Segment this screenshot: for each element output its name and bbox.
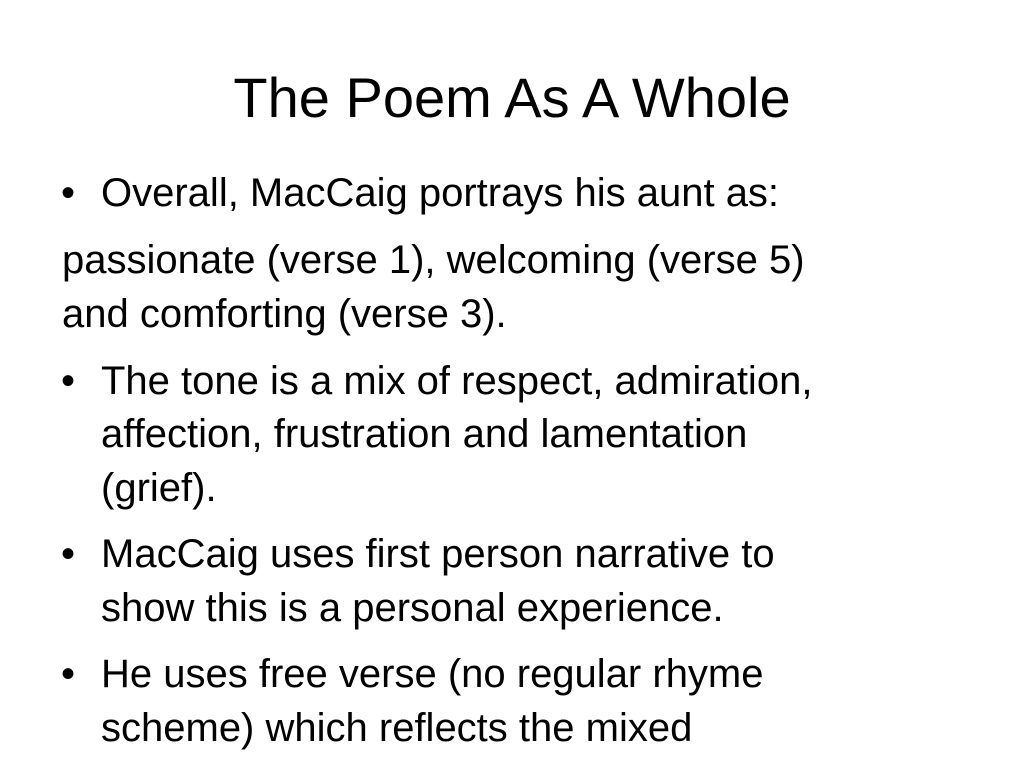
bullet-marker: • xyxy=(61,171,76,215)
bullet-marker: • xyxy=(61,652,76,696)
bullet-text-line: (grief). xyxy=(101,466,217,510)
bullet-text-line: scheme) which reflects the mixed xyxy=(101,706,693,750)
bullet-text-line: He uses free verse (no regular rhyme xyxy=(101,652,764,696)
bullet-text-line: affection, frustration and lamentation xyxy=(101,412,748,456)
bullet-text-line: The tone is a mix of respect, admiration, xyxy=(101,359,813,403)
bullet-text-line: show this is a personal experience. xyxy=(101,586,724,630)
bullet-marker: • xyxy=(61,359,76,403)
paragraph-text-line: and comforting (verse 3). xyxy=(62,292,507,336)
paragraph-text-line: passionate (verse 1), welcoming (verse 5) xyxy=(62,238,805,282)
bullet-text-line: MacCaig uses first person narrative to xyxy=(101,532,775,576)
bullet-text-line: Overall, MacCaig portrays his aunt as: xyxy=(101,171,780,215)
bullet-marker: • xyxy=(61,532,76,576)
slide-title: The Poem As A Whole xyxy=(233,66,791,129)
